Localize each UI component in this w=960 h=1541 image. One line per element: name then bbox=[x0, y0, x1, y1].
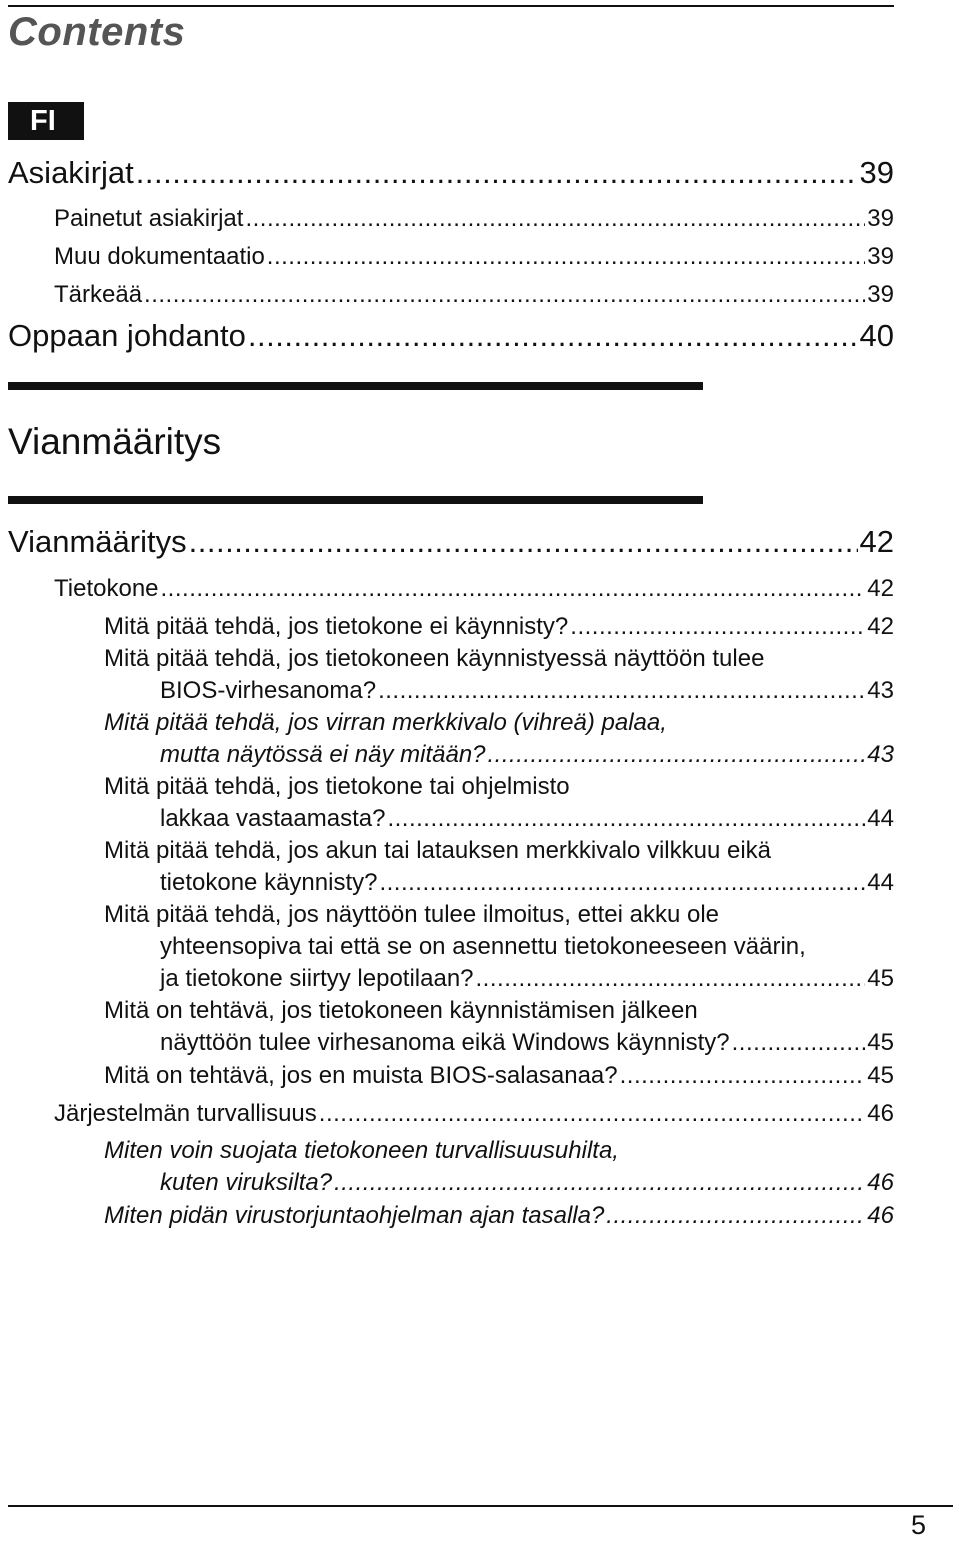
toc-page: 45 bbox=[867, 1029, 894, 1056]
toc-page: 40 bbox=[859, 318, 894, 353]
toc-entry-q5-line1: Mitä pitää tehdä, jos akun tai latauksen merkkivalo vilkkuu eikä bbox=[104, 837, 772, 864]
toc-entry-q9[interactable] bbox=[160, 1169, 894, 1197]
toc-label: ja tietokone siirtyy lepotilaan? bbox=[160, 965, 474, 992]
toc-entry-oppaan-johdanto[interactable] bbox=[8, 318, 894, 354]
toc-label: kuten viruksilta? bbox=[160, 1169, 333, 1196]
toc-entry-q7[interactable] bbox=[160, 1029, 894, 1057]
toc-label: Miten pidän virustorjuntaohjelman ajan tasalla? bbox=[104, 1202, 605, 1229]
toc-entry-q6[interactable] bbox=[160, 965, 894, 993]
toc-page: 43 bbox=[867, 741, 894, 768]
toc-entry-q3[interactable] bbox=[160, 741, 894, 769]
toc-entry-q10[interactable] bbox=[104, 1202, 894, 1230]
toc-entry-tietokone[interactable] bbox=[54, 575, 894, 603]
toc-page: 44 bbox=[867, 805, 894, 832]
toc-label: Oppaan johdanto bbox=[8, 318, 246, 353]
toc-entry-asiakirjat[interactable] bbox=[8, 155, 894, 191]
toc-page: 45 bbox=[867, 1062, 894, 1089]
toc-entry-q9-line1: Miten voin suojata tietokoneen turvallisuusuhilta, bbox=[104, 1137, 619, 1164]
toc-label: Mitä pitää tehdä, jos tietokone ei käynnisty? bbox=[104, 613, 569, 640]
page-number: 5 bbox=[910, 1510, 926, 1540]
toc-page: 45 bbox=[867, 965, 894, 992]
toc-label: Painetut asiakirjat bbox=[54, 205, 244, 232]
section-bar-top bbox=[8, 382, 703, 390]
toc-label: Tietokone bbox=[54, 575, 159, 602]
toc-page: 43 bbox=[867, 677, 894, 704]
toc-label: näyttöön tulee virhesanoma eikä Windows käynnisty? bbox=[160, 1029, 730, 1056]
toc-label: Muu dokumentaatio bbox=[54, 243, 265, 270]
toc-page: 42 bbox=[859, 524, 894, 559]
bottom-rule bbox=[8, 1505, 953, 1507]
toc-entry-q2-line1: Mitä pitää tehdä, jos tietokoneen käynnistyessä näyttöön tulee bbox=[104, 645, 765, 672]
language-badge: FI bbox=[8, 102, 84, 140]
toc-entry-painetut-asiakirjat[interactable] bbox=[54, 205, 894, 233]
toc-entry-muu-dokumentaatio[interactable] bbox=[54, 243, 894, 271]
toc-entry-q4-line1: Mitä pitää tehdä, jos tietokone tai ohjelmisto bbox=[104, 773, 570, 800]
toc-page: 42 bbox=[867, 575, 894, 602]
toc-entry-tarkeaa[interactable] bbox=[54, 281, 894, 309]
toc-entry-jarjestelman-turvallisuus[interactable] bbox=[54, 1100, 894, 1128]
section-bar-bottom bbox=[8, 496, 703, 504]
toc-page: 39 bbox=[867, 281, 894, 308]
toc-entry-q8[interactable] bbox=[104, 1062, 894, 1090]
toc-label: Asiakirjat bbox=[8, 155, 134, 190]
contents-title: Contents bbox=[8, 10, 186, 54]
toc-page: 46 bbox=[867, 1169, 894, 1196]
section-title: Vianmääritys bbox=[8, 421, 222, 462]
toc-page: 44 bbox=[867, 869, 894, 896]
toc-entry-q2[interactable] bbox=[160, 677, 894, 705]
toc-entry-q6-line2: yhteensopiva tai että se on asennettu tietokoneeseen väärin, bbox=[160, 933, 806, 960]
toc-label: mutta näytössä ei näy mitään? bbox=[160, 741, 486, 768]
toc-entry-q3-line1: Mitä pitää tehdä, jos virran merkkivalo (vihreä) palaa, bbox=[104, 709, 667, 736]
toc-entry-q6-line1: Mitä pitää tehdä, jos näyttöön tulee ilmoitus, ettei akku ole bbox=[104, 901, 720, 928]
toc-page: 39 bbox=[859, 155, 894, 190]
toc-page: 46 bbox=[867, 1202, 894, 1229]
toc-entry-vianmaaritys[interactable] bbox=[8, 524, 894, 560]
toc-page: 39 bbox=[867, 205, 894, 232]
toc-page: 46 bbox=[867, 1100, 894, 1127]
toc-label: tietokone käynnisty? bbox=[160, 869, 378, 896]
top-rule bbox=[8, 5, 894, 7]
toc-label: Järjestelmän turvallisuus bbox=[54, 1100, 317, 1127]
toc-page: 42 bbox=[867, 613, 894, 640]
toc-page: 39 bbox=[867, 243, 894, 270]
toc-entry-q7-line1: Mitä on tehtävä, jos tietokoneen käynnistämisen jälkeen bbox=[104, 997, 698, 1024]
toc-label: Vianmääritys bbox=[8, 524, 187, 559]
toc-label: BIOS-virhesanoma? bbox=[160, 677, 377, 704]
toc-entry-q5[interactable] bbox=[160, 869, 894, 897]
toc-entry-q4[interactable] bbox=[160, 805, 894, 833]
toc-label: lakkaa vastaamasta? bbox=[160, 805, 386, 832]
toc-label: Tärkeää bbox=[54, 281, 143, 308]
toc-entry-q1[interactable] bbox=[104, 613, 894, 641]
toc-label: Mitä on tehtävä, jos en muista BIOS-salasanaa? bbox=[104, 1062, 618, 1089]
